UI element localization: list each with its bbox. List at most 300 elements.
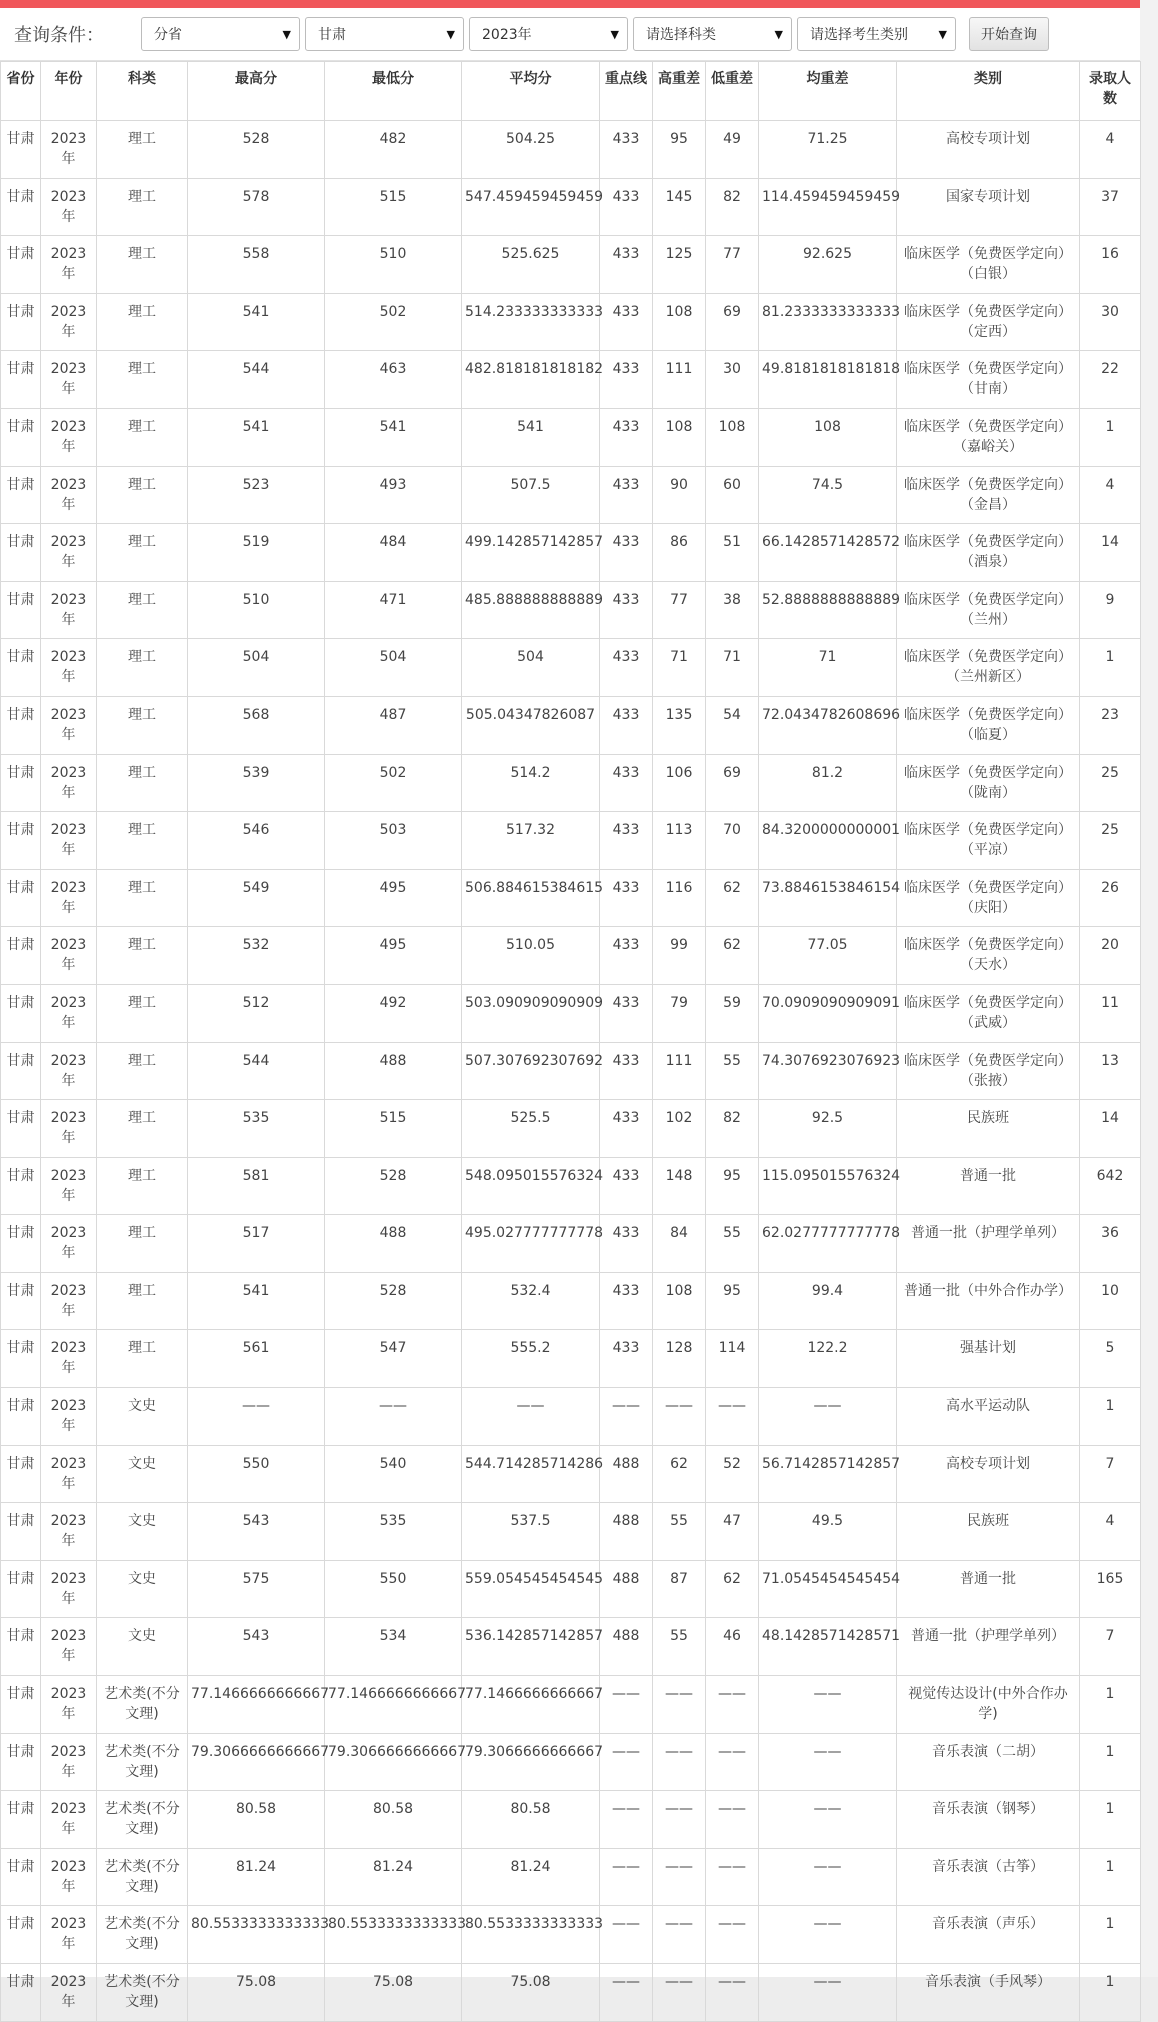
cell-year: 2023年 (41, 1042, 97, 1100)
cell-avg-diff: 81.2333333333333 (759, 293, 897, 351)
cell-max-diff: —— (653, 1791, 706, 1849)
cell-min-score: 495 (325, 927, 462, 985)
cell-category: 高水平运动队 (897, 1388, 1080, 1446)
cell-year: 2023年 (41, 121, 97, 179)
cell-max-diff: 99 (653, 927, 706, 985)
cell-category: 民族班 (897, 1100, 1080, 1158)
cell-key-line: 488 (600, 1503, 653, 1561)
cell-subject: 理工 (97, 121, 188, 179)
cell-category: 普通一批 (897, 1560, 1080, 1618)
cell-subject: 文史 (97, 1618, 188, 1676)
cell-max-diff: 55 (653, 1503, 706, 1561)
cell-max-score: 77.1466666666667 (188, 1676, 325, 1734)
cell-min-diff: 108 (706, 408, 759, 466)
cell-min-score: 528 (325, 1272, 462, 1330)
year-select[interactable] (469, 17, 628, 51)
cell-key-line: 433 (600, 1330, 653, 1388)
cell-category: 临床医学（免费医学定向）（天水） (897, 927, 1080, 985)
cell-admitted-count: 22 (1080, 351, 1141, 409)
cell-admitted-count: 16 (1080, 236, 1141, 294)
cell-key-line: —— (600, 1791, 653, 1849)
cell-subject: 理工 (97, 927, 188, 985)
cell-category: 音乐表演（古筝） (897, 1848, 1080, 1906)
cell-avg-diff: 49.5 (759, 1503, 897, 1561)
cell-province: 甘肃 (1, 581, 41, 639)
cell-province: 甘肃 (1, 466, 41, 524)
cell-category: 高校专项计划 (897, 1445, 1080, 1503)
cell-category: 普通一批 (897, 1157, 1080, 1215)
cell-max-score: 543 (188, 1618, 325, 1676)
cell-subject: 文史 (97, 1503, 188, 1561)
cell-admitted-count: 30 (1080, 293, 1141, 351)
candidate-type-select[interactable] (797, 17, 956, 51)
cell-avg-score: 81.24 (462, 1848, 600, 1906)
cell-province: 甘肃 (1, 524, 41, 582)
cell-category: 临床医学（免费医学定向）（陇南） (897, 754, 1080, 812)
cell-year: 2023年 (41, 1100, 97, 1158)
cell-max-score: 535 (188, 1100, 325, 1158)
region-value: 甘肃 (318, 27, 346, 43)
cell-avg-diff: 92.5 (759, 1100, 897, 1158)
cell-year: 2023年 (41, 466, 97, 524)
cell-avg-diff: 77.05 (759, 927, 897, 985)
cell-max-score: 80.5533333333333 (188, 1906, 325, 1964)
cell-max-score: 510 (188, 581, 325, 639)
cell-avg-diff: 71.25 (759, 121, 897, 179)
cell-category: 临床医学（免费医学定向）（嘉峪关） (897, 408, 1080, 466)
cell-subject: 理工 (97, 812, 188, 870)
cell-avg-diff: 115.095015576324 (759, 1157, 897, 1215)
cell-min-score: 487 (325, 696, 462, 754)
cell-max-diff: 108 (653, 293, 706, 351)
cell-province: 甘肃 (1, 1791, 41, 1849)
cell-avg-score: 506.884615384615 (462, 869, 600, 927)
cell-max-score: 541 (188, 408, 325, 466)
table-row (1, 121, 1141, 179)
cell-max-diff: —— (653, 1848, 706, 1906)
cell-min-score: 77.1466666666667 (325, 1676, 462, 1734)
cell-max-score: 578 (188, 178, 325, 236)
cell-subject: 理工 (97, 1330, 188, 1388)
cell-subject: 艺术类(不分文理) (97, 1906, 188, 1964)
cell-max-diff: —— (653, 1733, 706, 1791)
cell-category: 临床医学（免费医学定向）（白银） (897, 236, 1080, 294)
cell-province: 甘肃 (1, 1733, 41, 1791)
start-query-button[interactable]: 开始查询 (969, 17, 1049, 51)
cell-year: 2023年 (41, 927, 97, 985)
cell-province: 甘肃 (1, 754, 41, 812)
cell-avg-diff: —— (759, 1906, 897, 1964)
cell-province: 甘肃 (1, 293, 41, 351)
cell-min-score: 493 (325, 466, 462, 524)
cell-province: 甘肃 (1, 408, 41, 466)
cell-subject: 理工 (97, 984, 188, 1042)
table-row (1, 1560, 1141, 1618)
cell-max-score: 75.08 (188, 1964, 325, 2022)
cell-key-line: —— (600, 1848, 653, 1906)
cell-min-score: 463 (325, 351, 462, 409)
cell-year: 2023年 (41, 1157, 97, 1215)
cell-max-diff: 79 (653, 984, 706, 1042)
year-value: 2023年 (482, 27, 532, 43)
table-row (1, 1618, 1141, 1676)
table-row (1, 293, 1141, 351)
cell-avg-score: 559.054545454545 (462, 1560, 600, 1618)
cell-max-diff: 111 (653, 1042, 706, 1100)
cell-province: 甘肃 (1, 1848, 41, 1906)
table-row (1, 1042, 1141, 1100)
cell-province: 甘肃 (1, 236, 41, 294)
cell-avg-score: 547.459459459459 (462, 178, 600, 236)
cell-key-line: 433 (600, 1215, 653, 1273)
column-header-subject: 科类 (97, 62, 188, 121)
cell-key-line: 488 (600, 1445, 653, 1503)
column-header-province: 省份 (1, 62, 41, 121)
table-row (1, 581, 1141, 639)
cell-max-diff: —— (653, 1964, 706, 2022)
cell-min-score: 515 (325, 1100, 462, 1158)
cell-category: 音乐表演（二胡） (897, 1733, 1080, 1791)
cell-admitted-count: 4 (1080, 1503, 1141, 1561)
cell-key-line: 488 (600, 1560, 653, 1618)
cell-year: 2023年 (41, 754, 97, 812)
cell-max-diff: 148 (653, 1157, 706, 1215)
table-row (1, 1733, 1141, 1791)
table-row (1, 524, 1141, 582)
cell-min-diff: 95 (706, 1157, 759, 1215)
cell-province: 甘肃 (1, 1042, 41, 1100)
cell-category: 音乐表演（手风琴） (897, 1964, 1080, 2022)
cell-avg-score: 79.3066666666667 (462, 1733, 600, 1791)
cell-subject: 艺术类(不分文理) (97, 1733, 188, 1791)
cell-min-score: 79.3066666666667 (325, 1733, 462, 1791)
cell-category: 普通一批（护理学单列） (897, 1618, 1080, 1676)
cell-province: 甘肃 (1, 121, 41, 179)
table-row (1, 754, 1141, 812)
cell-key-line: 433 (600, 236, 653, 294)
cell-max-score: 528 (188, 121, 325, 179)
cell-admitted-count: 7 (1080, 1618, 1141, 1676)
table-row (1, 927, 1141, 985)
cell-admitted-count: 5 (1080, 1330, 1141, 1388)
table-row (1, 1906, 1141, 1964)
admission-score-table (0, 61, 1141, 2022)
cell-max-score: 519 (188, 524, 325, 582)
cell-category: 临床医学（免费医学定向）（甘南） (897, 351, 1080, 409)
cell-min-diff: 82 (706, 178, 759, 236)
cell-min-score: 492 (325, 984, 462, 1042)
cell-min-diff: 62 (706, 1560, 759, 1618)
cell-province: 甘肃 (1, 1157, 41, 1215)
cell-min-diff: —— (706, 1791, 759, 1849)
cell-min-diff: 49 (706, 121, 759, 179)
cell-avg-diff: 99.4 (759, 1272, 897, 1330)
cell-min-diff: 69 (706, 293, 759, 351)
cell-max-score: 532 (188, 927, 325, 985)
cell-year: 2023年 (41, 1618, 97, 1676)
cell-avg-score: 504 (462, 639, 600, 697)
cell-province: 甘肃 (1, 1100, 41, 1158)
table-row (1, 1157, 1141, 1215)
table-row (1, 1215, 1141, 1273)
cell-max-score: 504 (188, 639, 325, 697)
cell-avg-diff: 71.0545454545454 (759, 1560, 897, 1618)
cell-avg-score: 541 (462, 408, 600, 466)
cell-admitted-count: 4 (1080, 466, 1141, 524)
cell-admitted-count: 11 (1080, 984, 1141, 1042)
cell-admitted-count: 26 (1080, 869, 1141, 927)
cell-year: 2023年 (41, 408, 97, 466)
cell-max-diff: 113 (653, 812, 706, 870)
cell-avg-diff: —— (759, 1676, 897, 1734)
cell-avg-diff: 52.8888888888889 (759, 581, 897, 639)
cell-min-score: 534 (325, 1618, 462, 1676)
cell-subject: 理工 (97, 466, 188, 524)
cell-subject: 艺术类(不分文理) (97, 1964, 188, 2022)
cell-max-score: 581 (188, 1157, 325, 1215)
cell-avg-diff: 92.625 (759, 236, 897, 294)
cell-max-score: 81.24 (188, 1848, 325, 1906)
cell-min-score: 80.5533333333333 (325, 1906, 462, 1964)
cell-key-line: 488 (600, 1618, 653, 1676)
cell-avg-diff: 62.0277777777778 (759, 1215, 897, 1273)
province-mode-select[interactable] (141, 17, 300, 51)
cell-max-diff: 71 (653, 639, 706, 697)
cell-subject: 文史 (97, 1445, 188, 1503)
cell-max-diff: 145 (653, 178, 706, 236)
cell-subject: 文史 (97, 1388, 188, 1446)
cell-subject: 艺术类(不分文理) (97, 1791, 188, 1849)
table-row (1, 1848, 1141, 1906)
cell-max-score: 544 (188, 1042, 325, 1100)
cell-max-score: 523 (188, 466, 325, 524)
cell-year: 2023年 (41, 696, 97, 754)
cell-key-line: —— (600, 1964, 653, 2022)
cell-max-diff: 108 (653, 1272, 706, 1330)
query-filter-bar (0, 8, 1140, 61)
cell-province: 甘肃 (1, 1445, 41, 1503)
cell-admitted-count: 1 (1080, 1791, 1141, 1849)
cell-max-diff: 87 (653, 1560, 706, 1618)
table-body (1, 121, 1141, 2022)
cell-max-score: 561 (188, 1330, 325, 1388)
cell-category: 临床医学（免费医学定向）（临夏） (897, 696, 1080, 754)
cell-min-diff: 51 (706, 524, 759, 582)
cell-key-line: —— (600, 1906, 653, 1964)
cell-min-score: 541 (325, 408, 462, 466)
cell-province: 甘肃 (1, 984, 41, 1042)
cell-province: 甘肃 (1, 639, 41, 697)
cell-admitted-count: 10 (1080, 1272, 1141, 1330)
cell-min-diff: —— (706, 1733, 759, 1791)
cell-category: 临床医学（免费医学定向）（金昌） (897, 466, 1080, 524)
cell-province: 甘肃 (1, 1676, 41, 1734)
subject-select[interactable] (633, 17, 792, 51)
cell-min-diff: 46 (706, 1618, 759, 1676)
cell-province: 甘肃 (1, 1215, 41, 1273)
cell-min-score: —— (325, 1388, 462, 1446)
cell-min-score: 75.08 (325, 1964, 462, 2022)
cell-min-score: 528 (325, 1157, 462, 1215)
cell-category: 临床医学（免费医学定向）（庆阳） (897, 869, 1080, 927)
cell-subject: 艺术类(不分文理) (97, 1676, 188, 1734)
cell-min-diff: 69 (706, 754, 759, 812)
cell-year: 2023年 (41, 639, 97, 697)
cell-max-score: 543 (188, 1503, 325, 1561)
cell-province: 甘肃 (1, 927, 41, 985)
cell-subject: 理工 (97, 408, 188, 466)
page-scrollbar[interactable] (1140, 0, 1158, 1977)
cell-max-score: 546 (188, 812, 325, 870)
table-row (1, 984, 1141, 1042)
cell-subject: 理工 (97, 754, 188, 812)
table-row (1, 812, 1141, 870)
cell-max-diff: 116 (653, 869, 706, 927)
cell-year: 2023年 (41, 351, 97, 409)
cell-year: 2023年 (41, 524, 97, 582)
cell-avg-score: 485.888888888889 (462, 581, 600, 639)
cell-min-diff: 54 (706, 696, 759, 754)
cell-admitted-count: 14 (1080, 1100, 1141, 1158)
cell-avg-diff: 84.3200000000001 (759, 812, 897, 870)
cell-subject: 理工 (97, 1215, 188, 1273)
cell-year: 2023年 (41, 236, 97, 294)
cell-subject: 理工 (97, 639, 188, 697)
cell-key-line: 433 (600, 581, 653, 639)
cell-subject: 理工 (97, 1042, 188, 1100)
column-header-year: 年份 (41, 62, 97, 121)
table-row (1, 696, 1141, 754)
cell-min-diff: 62 (706, 927, 759, 985)
cell-max-diff: 84 (653, 1215, 706, 1273)
table-row (1, 236, 1141, 294)
cell-avg-diff: 48.1428571428571 (759, 1618, 897, 1676)
cell-avg-diff: 73.8846153846154 (759, 869, 897, 927)
cell-avg-score: 75.08 (462, 1964, 600, 2022)
cell-max-score: 541 (188, 293, 325, 351)
cell-province: 甘肃 (1, 1272, 41, 1330)
cell-admitted-count: 37 (1080, 178, 1141, 236)
cell-min-score: 495 (325, 869, 462, 927)
cell-year: 2023年 (41, 812, 97, 870)
cell-max-diff: 55 (653, 1618, 706, 1676)
cell-min-score: 488 (325, 1215, 462, 1273)
table-row (1, 1272, 1141, 1330)
cell-min-diff: 82 (706, 1100, 759, 1158)
cell-max-score: 575 (188, 1560, 325, 1618)
cell-min-score: 502 (325, 754, 462, 812)
cell-max-score: 517 (188, 1215, 325, 1273)
cell-avg-score: 525.625 (462, 236, 600, 294)
table-row (1, 466, 1141, 524)
table-row (1, 408, 1141, 466)
cell-max-diff: 90 (653, 466, 706, 524)
cell-category: 音乐表演（声乐） (897, 1906, 1080, 1964)
cell-max-score: 541 (188, 1272, 325, 1330)
cell-avg-diff: 71 (759, 639, 897, 697)
cell-min-diff: —— (706, 1848, 759, 1906)
cell-min-diff: 77 (706, 236, 759, 294)
cell-admitted-count: 20 (1080, 927, 1141, 985)
chevron-down-icon: ▼ (774, 27, 783, 41)
cell-avg-diff: —— (759, 1388, 897, 1446)
cell-avg-diff: 108 (759, 408, 897, 466)
region-select[interactable] (305, 17, 464, 51)
cell-category: 临床医学（免费医学定向）（兰州） (897, 581, 1080, 639)
cell-min-score: 535 (325, 1503, 462, 1561)
table-row (1, 1791, 1141, 1849)
cell-key-line: 433 (600, 927, 653, 985)
cell-admitted-count: 7 (1080, 1445, 1141, 1503)
cell-year: 2023年 (41, 1906, 97, 1964)
cell-min-score: 80.58 (325, 1791, 462, 1849)
cell-subject: 理工 (97, 1272, 188, 1330)
candidate-type-placeholder: 请选择考生类别 (810, 27, 908, 43)
cell-key-line: 433 (600, 524, 653, 582)
cell-avg-score: 507.5 (462, 466, 600, 524)
cell-admitted-count: 1 (1080, 639, 1141, 697)
table-row (1, 1100, 1141, 1158)
cell-subject: 文史 (97, 1560, 188, 1618)
cell-province: 甘肃 (1, 1503, 41, 1561)
cell-admitted-count: 165 (1080, 1560, 1141, 1618)
subject-placeholder: 请选择科类 (646, 27, 716, 43)
table-row (1, 351, 1141, 409)
cell-max-diff: 86 (653, 524, 706, 582)
cell-admitted-count: 1 (1080, 1906, 1141, 1964)
cell-avg-score: 525.5 (462, 1100, 600, 1158)
cell-avg-score: 482.818181818182 (462, 351, 600, 409)
cell-year: 2023年 (41, 1676, 97, 1734)
cell-avg-diff: 74.5 (759, 466, 897, 524)
cell-max-diff: —— (653, 1676, 706, 1734)
cell-min-diff: 71 (706, 639, 759, 697)
cell-key-line: 433 (600, 984, 653, 1042)
table-row (1, 1676, 1141, 1734)
cell-max-diff: 77 (653, 581, 706, 639)
cell-year: 2023年 (41, 984, 97, 1042)
cell-min-diff: 95 (706, 1272, 759, 1330)
cell-category: 临床医学（免费医学定向）（张掖） (897, 1042, 1080, 1100)
cell-year: 2023年 (41, 293, 97, 351)
cell-avg-diff: 56.7142857142857 (759, 1445, 897, 1503)
cell-subject: 理工 (97, 236, 188, 294)
cell-avg-score: 505.04347826087 (462, 696, 600, 754)
cell-max-diff: 135 (653, 696, 706, 754)
cell-min-diff: —— (706, 1676, 759, 1734)
table-row (1, 869, 1141, 927)
cell-max-diff: 125 (653, 236, 706, 294)
cell-category: 普通一批（护理学单列） (897, 1215, 1080, 1273)
chevron-down-icon: ▼ (282, 27, 291, 41)
cell-province: 甘肃 (1, 812, 41, 870)
cell-key-line: 433 (600, 1042, 653, 1100)
cell-avg-score: —— (462, 1388, 600, 1446)
cell-min-diff: 55 (706, 1042, 759, 1100)
cell-admitted-count: 36 (1080, 1215, 1141, 1273)
cell-min-score: 482 (325, 121, 462, 179)
cell-year: 2023年 (41, 1503, 97, 1561)
cell-category: 民族班 (897, 1503, 1080, 1561)
cell-admitted-count: 1 (1080, 1848, 1141, 1906)
cell-province: 甘肃 (1, 1906, 41, 1964)
cell-province: 甘肃 (1, 1964, 41, 2022)
cell-max-diff: 108 (653, 408, 706, 466)
cell-category: 视觉传达设计(中外合作办学) (897, 1676, 1080, 1734)
cell-min-score: 484 (325, 524, 462, 582)
cell-min-diff: 55 (706, 1215, 759, 1273)
cell-avg-diff: 114.459459459459 (759, 178, 897, 236)
